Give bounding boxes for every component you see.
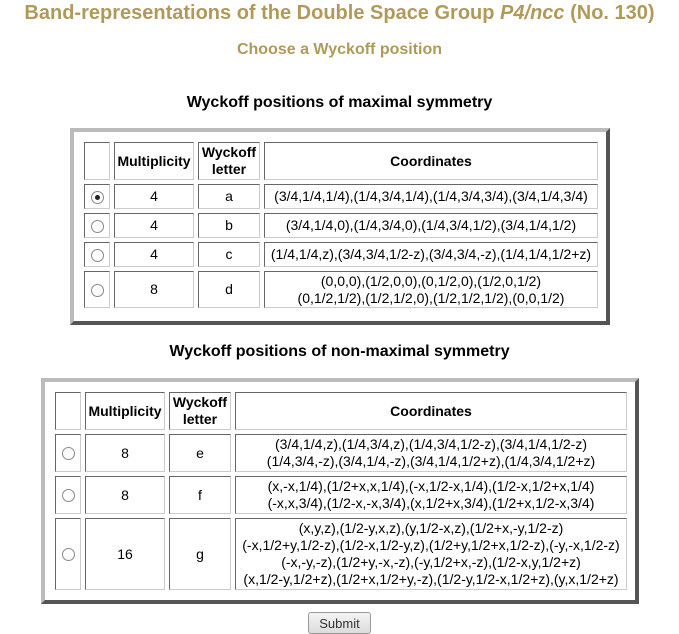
multiplicity-cell: 16 xyxy=(85,518,165,590)
header-wyckoff-line2: letter xyxy=(182,411,218,427)
wyckoff-radio-d[interactable] xyxy=(91,284,104,297)
header-multiplicity: Multiplicity xyxy=(85,392,165,430)
nonmaximal-section-title: Wyckoff positions of non-maximal symmetry xyxy=(169,343,510,360)
header-coordinates: Coordinates xyxy=(264,142,598,180)
header-wyckoff-line1: Wyckoff xyxy=(201,144,257,160)
wyckoff-radio-b[interactable] xyxy=(91,220,104,233)
wyckoff-letter-cell: a xyxy=(198,184,260,209)
header-wyckoff-line2: letter xyxy=(211,161,247,177)
wyckoff-row-d[interactable] xyxy=(84,271,598,308)
coordinate-line: (-x,1/2+y,1/2-z),(1/2-x,1/2-y,z),(1/2+y,1/2+x,1/2-z),(-y,-x,1/2-z) xyxy=(242,537,620,553)
wyckoff-letter-cell: b xyxy=(198,213,260,238)
wyckoff-radio-a[interactable] xyxy=(91,191,104,204)
coordinates-cell xyxy=(235,434,627,472)
submit-button[interactable]: Submit xyxy=(308,612,371,634)
table-header-row xyxy=(84,142,598,180)
header-wyckoff-line1: Wyckoff xyxy=(172,394,228,410)
wyckoff-row-g[interactable] xyxy=(55,518,627,590)
header-coordinates: Coordinates xyxy=(235,392,627,430)
multiplicity-cell: 8 xyxy=(85,476,165,514)
wyckoff-letter-cell: d xyxy=(198,271,260,308)
wyckoff-letter-cell: c xyxy=(198,242,260,267)
coordinate-line: (x,y,z),(1/2-y,x,z),(y,1/2-x,z),(1/2+x,-y,1/2-z) xyxy=(298,520,564,536)
wyckoff-row-a[interactable] xyxy=(84,184,598,209)
wyckoff-letter-cell: f xyxy=(169,476,231,514)
select-cell[interactable] xyxy=(84,242,110,267)
header-select-cell xyxy=(55,392,81,430)
wyckoff-row-c[interactable] xyxy=(84,242,598,267)
header-select-cell xyxy=(84,142,110,180)
coordinate-line: (3/4,1/4,1/4),(1/4,3/4,1/4),(1/4,3/4,3/4),(3/4,1/4,3/4) xyxy=(274,188,588,204)
coordinate-line: (x,-x,1/4),(1/2+x,x,1/4),(-x,1/2-x,1/4),(1/2-x,1/2+x,1/4) xyxy=(267,478,595,494)
coordinates-cell xyxy=(264,184,598,209)
maximal-section-title: Wyckoff positions of maximal symmetry xyxy=(186,94,493,111)
coordinates-cell xyxy=(235,476,627,514)
wyckoff-radio-e[interactable] xyxy=(62,447,75,460)
select-cell[interactable] xyxy=(84,271,110,308)
coordinate-line: (0,1/2,1/2),(1/2,1/2,0),(1/2,1/2,1/2),(0,0,1/2) xyxy=(297,289,565,306)
wyckoff-radio-g[interactable] xyxy=(62,548,75,561)
page-subtitle: Choose a Wyckoff position xyxy=(236,41,443,58)
maximal-table-frame xyxy=(70,128,610,325)
wyckoff-row-b[interactable] xyxy=(84,213,598,238)
coordinates-cell xyxy=(264,213,598,238)
wyckoff-row-e[interactable] xyxy=(55,434,627,472)
multiplicity-cell: 4 xyxy=(114,184,194,209)
wyckoff-row-f[interactable] xyxy=(55,476,627,514)
space-group-symbol: P4/ncc xyxy=(500,2,565,24)
select-cell[interactable] xyxy=(55,476,81,514)
select-cell[interactable] xyxy=(55,434,81,472)
coordinate-line: (-x,-y,-z),(1/2+y,-x,-z),(-y,1/2+x,-z),(1/2-x,y,1/2+z) xyxy=(281,554,581,570)
header-wyckoff-letter xyxy=(198,142,260,180)
coordinate-line: (1/4,3/4,-z),(3/4,1/4,-z),(3/4,1/4,1/2+z),(1/4,3/4,1/2+z) xyxy=(266,453,596,469)
title-suffix: (No. 130) xyxy=(564,2,655,24)
multiplicity-cell: 4 xyxy=(114,213,194,238)
header-wyckoff-letter xyxy=(169,392,231,430)
header-multiplicity: Multiplicity xyxy=(114,142,194,180)
page-title xyxy=(0,0,679,26)
coordinates-cell xyxy=(264,271,598,308)
select-cell[interactable] xyxy=(84,213,110,238)
wyckoff-letter-cell: e xyxy=(169,434,231,472)
coordinates-cell xyxy=(235,518,627,590)
coordinate-line: (3/4,1/4,0),(1/4,3/4,0),(1/4,3/4,1/2),(3/4,1/4,1/2) xyxy=(285,217,577,233)
maximal-wyckoff-table xyxy=(80,138,602,312)
nonmaximal-table-frame xyxy=(41,378,639,604)
nonmaximal-wyckoff-table xyxy=(51,388,631,594)
select-cell[interactable] xyxy=(84,184,110,209)
multiplicity-cell: 4 xyxy=(114,242,194,267)
coordinate-line: (-x,x,3/4),(1/2-x,-x,3/4),(x,1/2+x,3/4),(1/2+x,1/2-x,3/4) xyxy=(267,495,595,511)
multiplicity-cell: 8 xyxy=(114,271,194,308)
table-header-row xyxy=(55,392,627,430)
coordinate-line: (3/4,1/4,z),(1/4,3/4,z),(1/4,3/4,1/2-z),(3/4,1/4,1/2-z) xyxy=(274,436,588,452)
coordinate-line: (x,1/2-y,1/2+z),(1/2+x,1/2+y,-z),(1/2-y,1/2-x,1/2+z),(y,x,1/2+z) xyxy=(243,571,619,587)
multiplicity-cell: 8 xyxy=(85,434,165,472)
title-prefix: Band-representations of the Double Space Group xyxy=(24,2,501,24)
wyckoff-radio-f[interactable] xyxy=(62,489,75,502)
wyckoff-radio-c[interactable] xyxy=(91,249,104,262)
wyckoff-letter-cell: g xyxy=(169,518,231,590)
coordinate-line: (1/4,1/4,z),(3/4,3/4,1/2-z),(3/4,3/4,-z),(1/4,1/4,1/2+z) xyxy=(270,246,592,262)
coordinates-cell xyxy=(264,242,598,267)
select-cell[interactable] xyxy=(55,518,81,590)
coordinate-line: (0,0,0),(1/2,0,0),(0,1/2,0),(1/2,0,1/2) xyxy=(320,272,542,289)
